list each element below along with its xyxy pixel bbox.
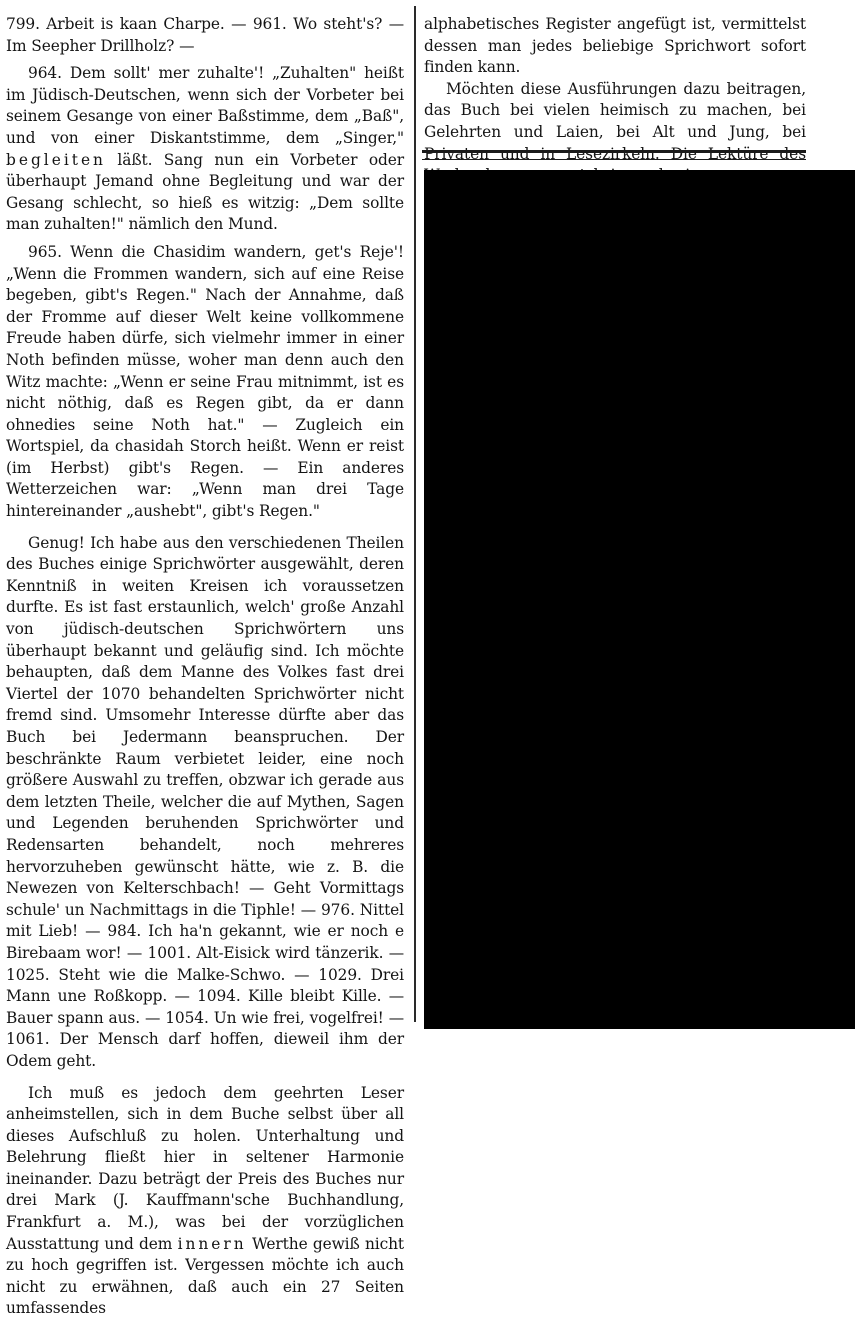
paragraph-register: alphabetisches Register angefügt ist, vermittelst dessen man jedes beliebige Sprichwort sofort finden kann. xyxy=(424,14,806,79)
spaced-word-innern: innern xyxy=(178,1235,247,1253)
paragraph-recommendation xyxy=(6,1083,404,1320)
paragraph-summary: Genug! Ich habe aus den verschiedenen Theilen des Buches einige Sprichwörter ausgewählt, deren Kenntniß in weiten Kreisen ich voraussetzen durfte. Es ist fast erstaunlich, welch' große Anzahl von jüdisch-deutschen Sprichwörtern uns überhaupt bekannt und geläufig sind. Ich möchte behaupten, daß dem Manne des Volkes fast drei Viertel der 1070 behandelten Sprichwörter nicht fremd sind. Umsomehr Interesse dürfte aber das Buch bei Jedermann beanspruchen. Der beschränkte Raum verbietet leider, eine noch größere Auswahl zu treffen, obzwar ich gerade aus dem letzten Theile, welcher die auf Mythen, Sagen und Legenden beruhenden Sprichwörter und Redensarten behandelt, noch mehreres hervorzuheben gewünscht hätte, wie z. B. die Newezen von Kelterschbach! — Geht Vormittags schule' un Nachmittags in die Tiphle! — 976. Nittel mit Lieb! — 984. Ich ha'n gekannt, wie er noch e Birebaam wor! — 1001. Alt-Eisick wird tänzerik. — 1025. Steht wie die Malke-Schwo. — 1029. Drei Mann une Roßkopp. — 1094. Kille bleibt Kille. — Bauer spann aus. — 1054. Un wie frei, vogelfrei! — 1061. Der Mensch darf hoffen, dieweil ihm der Odem geht. xyxy=(6,533,404,1073)
paragraph-closing: Möchten diese Ausführungen dazu beitragen, das Buch bei vielen heimisch zu machen, bei Gelehrten und Laien, bei Alt und Jung, bei Privaten und in Lesezirkeln. Die Lektüre des xyxy=(424,79,806,187)
right-column xyxy=(424,14,806,187)
proverb-964-continuation: läßt. Sang nun ein Vorbeter oder überhaupt Jemand ohne Begleitung und war der Gesang schlecht, so hieß es witzig: „Dem sollte man zuhalten!" nämlich den Mund. xyxy=(6,151,404,234)
recommendation-continuation: Werthe gewiß nicht zu hoch gegriffen ist. Vergessen möchte ich auch nicht zu erwähnen, daß auch ein 27 Seiten umfassendes xyxy=(6,1235,404,1318)
paragraph-proverb-965: 965. Wenn die Chasidim wandern, get's Reje'! „Wenn die Frommen wandern, sich auf eine Reise begeben, gibt's Regen." Nach der Annahme, daß der Fromme auf dieser Welt keine vollkommene Freude haben dürfe, sich vielmehr immer in einer Noth befinden müsse, woher man denn auch den Witz machte: „Wenn er seine Frau mitnimmt, ist es nicht nöthig, daß es Regen gibt, da er dann ohnedies seine Noth hat." — Zugleich ein Wortspiel, da chasidah Storch heißt. Wenn er reist (im Herbst) gibt's Regen. — Ein anderes Wetterzeichen war: „Wenn man drei Tage hintereinander „aushebt", gibt's Regen." xyxy=(6,242,404,523)
paragraph-proverbs-799-961: 799. Arbeit is kaan Charpe. — 961. Wo steht's? — Im Seepher Drillholz? — xyxy=(6,14,404,57)
redacted-block xyxy=(424,170,855,1029)
proverb-964-text: 964. Dem sollt' mer zuhalte'! „Zuhalten" heißt im Jüdisch-Deutschen, wenn sich der Vorbeter bei seinem Gesange von einer Baßstimme, dem „Baß", und von einer Diskantstimme, dem „Singer," xyxy=(6,64,404,147)
article-end-rule xyxy=(422,150,806,160)
column-divider xyxy=(414,6,416,1022)
spaced-word-begleiten: begleiten xyxy=(6,151,106,169)
paragraph-proverb-964 xyxy=(6,63,404,236)
left-column xyxy=(6,14,404,1320)
recommendation-text: Ich muß es jedoch dem geehrten Leser anheimstellen, sich in dem Buche selbst über all dieses Aufschluß zu holen. Unterhaltung und Belehrung fließt hier in seltener Harmonie ineinander. Dazu beträgt der Preis des Buches nur drei Mark (J. Kauffmann'sche Buchhandlung, Frankfurt a. M.), was bei der vorzüglichen Ausstattung und dem xyxy=(6,1084,404,1253)
